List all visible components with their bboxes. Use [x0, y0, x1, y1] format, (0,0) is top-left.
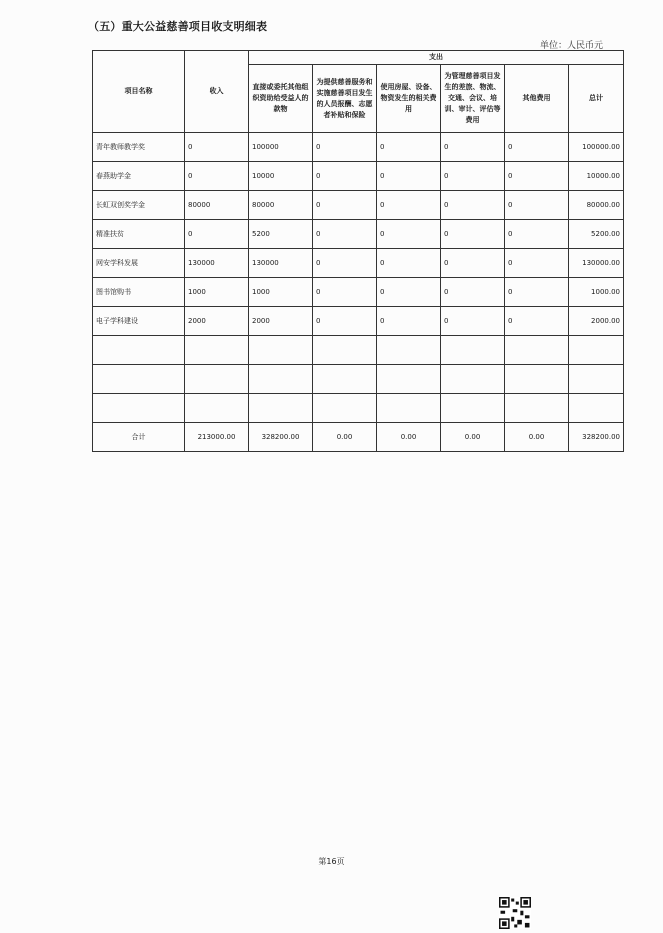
table-row — [93, 162, 624, 191]
empty-cell — [185, 365, 249, 394]
empty-cell — [569, 394, 624, 423]
header-expense-col: 使用房屋、设备、物资发生的相关费用 — [377, 65, 441, 133]
empty-cell — [505, 365, 569, 394]
empty-cell — [441, 365, 505, 394]
cell-c1: 1000 — [249, 278, 313, 307]
cell-total: 1000.00 — [569, 278, 624, 307]
cell-c1: 130000 — [249, 249, 313, 278]
cell-c5: 0 — [505, 133, 569, 162]
empty-cell — [185, 336, 249, 365]
empty-cell — [441, 336, 505, 365]
cell-c2: 0 — [313, 133, 377, 162]
total-c2: 0.00 — [313, 423, 377, 452]
cell-c2: 0 — [313, 278, 377, 307]
cell-c3: 0 — [377, 220, 441, 249]
section-title: （五）重大公益慈善项目收支明细表 — [88, 20, 268, 33]
cell-c4: 0 — [441, 278, 505, 307]
cell-c5: 0 — [505, 249, 569, 278]
cell-c3: 0 — [377, 133, 441, 162]
qr-code-icon — [499, 897, 531, 929]
cell-c3: 0 — [377, 307, 441, 336]
total-c4: 0.00 — [441, 423, 505, 452]
empty-cell — [569, 365, 624, 394]
empty-cell — [249, 394, 313, 423]
cell-total: 80000.00 — [569, 191, 624, 220]
cell-total: 130000.00 — [569, 249, 624, 278]
cell-c1: 100000 — [249, 133, 313, 162]
cell-income: 0 — [185, 162, 249, 191]
cell-income: 0 — [185, 133, 249, 162]
total-c3: 0.00 — [377, 423, 441, 452]
cell-name: 网安学科发展 — [93, 249, 185, 278]
total-c5: 0.00 — [505, 423, 569, 452]
header-project-name: 项目名称 — [93, 51, 185, 133]
cell-c4: 0 — [441, 162, 505, 191]
cell-c3: 0 — [377, 278, 441, 307]
cell-c3: 0 — [377, 191, 441, 220]
cell-income: 0 — [185, 220, 249, 249]
cell-c4: 0 — [441, 220, 505, 249]
cell-name: 电子学科建设 — [93, 307, 185, 336]
cell-total: 100000.00 — [569, 133, 624, 162]
empty-cell — [313, 394, 377, 423]
cell-name: 图书馆购书 — [93, 278, 185, 307]
empty-cell — [93, 394, 185, 423]
cell-c1: 10000 — [249, 162, 313, 191]
empty-cell — [185, 394, 249, 423]
cell-c2: 0 — [313, 307, 377, 336]
cell-c5: 0 — [505, 307, 569, 336]
header-expense-col: 其他费用 — [505, 65, 569, 133]
cell-c1: 2000 — [249, 307, 313, 336]
page-number: 第16页 — [318, 857, 345, 866]
cell-income: 80000 — [185, 191, 249, 220]
total-label: 合计 — [93, 423, 185, 452]
empty-cell — [505, 336, 569, 365]
empty-row — [93, 394, 624, 423]
empty-cell — [313, 336, 377, 365]
cell-c5: 0 — [505, 220, 569, 249]
empty-row — [93, 336, 624, 365]
empty-cell — [313, 365, 377, 394]
empty-cell — [505, 394, 569, 423]
cell-c5: 0 — [505, 162, 569, 191]
cell-c3: 0 — [377, 249, 441, 278]
cell-c2: 0 — [313, 162, 377, 191]
cell-c4: 0 — [441, 133, 505, 162]
cell-c5: 0 — [505, 278, 569, 307]
table-row — [93, 278, 624, 307]
header-expense-col: 总计 — [569, 65, 624, 133]
total-sum: 328200.00 — [569, 423, 624, 452]
cell-income: 1000 — [185, 278, 249, 307]
cell-name: 精准扶贫 — [93, 220, 185, 249]
cell-c2: 0 — [313, 220, 377, 249]
cell-c2: 0 — [313, 191, 377, 220]
cell-name: 春燕助学金 — [93, 162, 185, 191]
total-income: 213000.00 — [185, 423, 249, 452]
empty-cell — [93, 336, 185, 365]
empty-row — [93, 365, 624, 394]
total-row — [93, 423, 624, 452]
cell-income: 2000 — [185, 307, 249, 336]
cell-c4: 0 — [441, 191, 505, 220]
table-row — [93, 133, 624, 162]
cell-income: 130000 — [185, 249, 249, 278]
empty-cell — [377, 394, 441, 423]
charity-project-table — [92, 50, 624, 452]
empty-cell — [441, 394, 505, 423]
header-expense-col: 直接或委托其他组织资助给受益人的款物 — [249, 65, 313, 133]
cell-c1: 80000 — [249, 191, 313, 220]
cell-c5: 0 — [505, 191, 569, 220]
cell-name: 青年教师教学奖 — [93, 133, 185, 162]
table-row — [93, 307, 624, 336]
cell-c1: 5200 — [249, 220, 313, 249]
cell-total: 2000.00 — [569, 307, 624, 336]
empty-cell — [569, 336, 624, 365]
unit-label: 单位：人民币元 — [540, 41, 604, 51]
empty-cell — [249, 336, 313, 365]
empty-cell — [377, 365, 441, 394]
cell-total: 10000.00 — [569, 162, 624, 191]
cell-c4: 0 — [441, 307, 505, 336]
table-row — [93, 191, 624, 220]
cell-name: 长虹双创奖学金 — [93, 191, 185, 220]
table-row — [93, 220, 624, 249]
cell-c4: 0 — [441, 249, 505, 278]
cell-total: 5200.00 — [569, 220, 624, 249]
header-expense-col: 为管理慈善项目发生的差旅、物流、交通、会议、培训、审计、评估等费用 — [441, 65, 505, 133]
cell-c3: 0 — [377, 162, 441, 191]
cell-c2: 0 — [313, 249, 377, 278]
table-row — [93, 249, 624, 278]
header-income: 收入 — [185, 51, 249, 133]
empty-cell — [377, 336, 441, 365]
total-c1: 328200.00 — [249, 423, 313, 452]
empty-cell — [249, 365, 313, 394]
empty-cell — [93, 365, 185, 394]
header-expense-col: 为提供慈善服务和实施慈善项目发生的人员报酬、志愿者补贴和保险 — [313, 65, 377, 133]
header-expense-group: 支出 — [249, 51, 624, 65]
